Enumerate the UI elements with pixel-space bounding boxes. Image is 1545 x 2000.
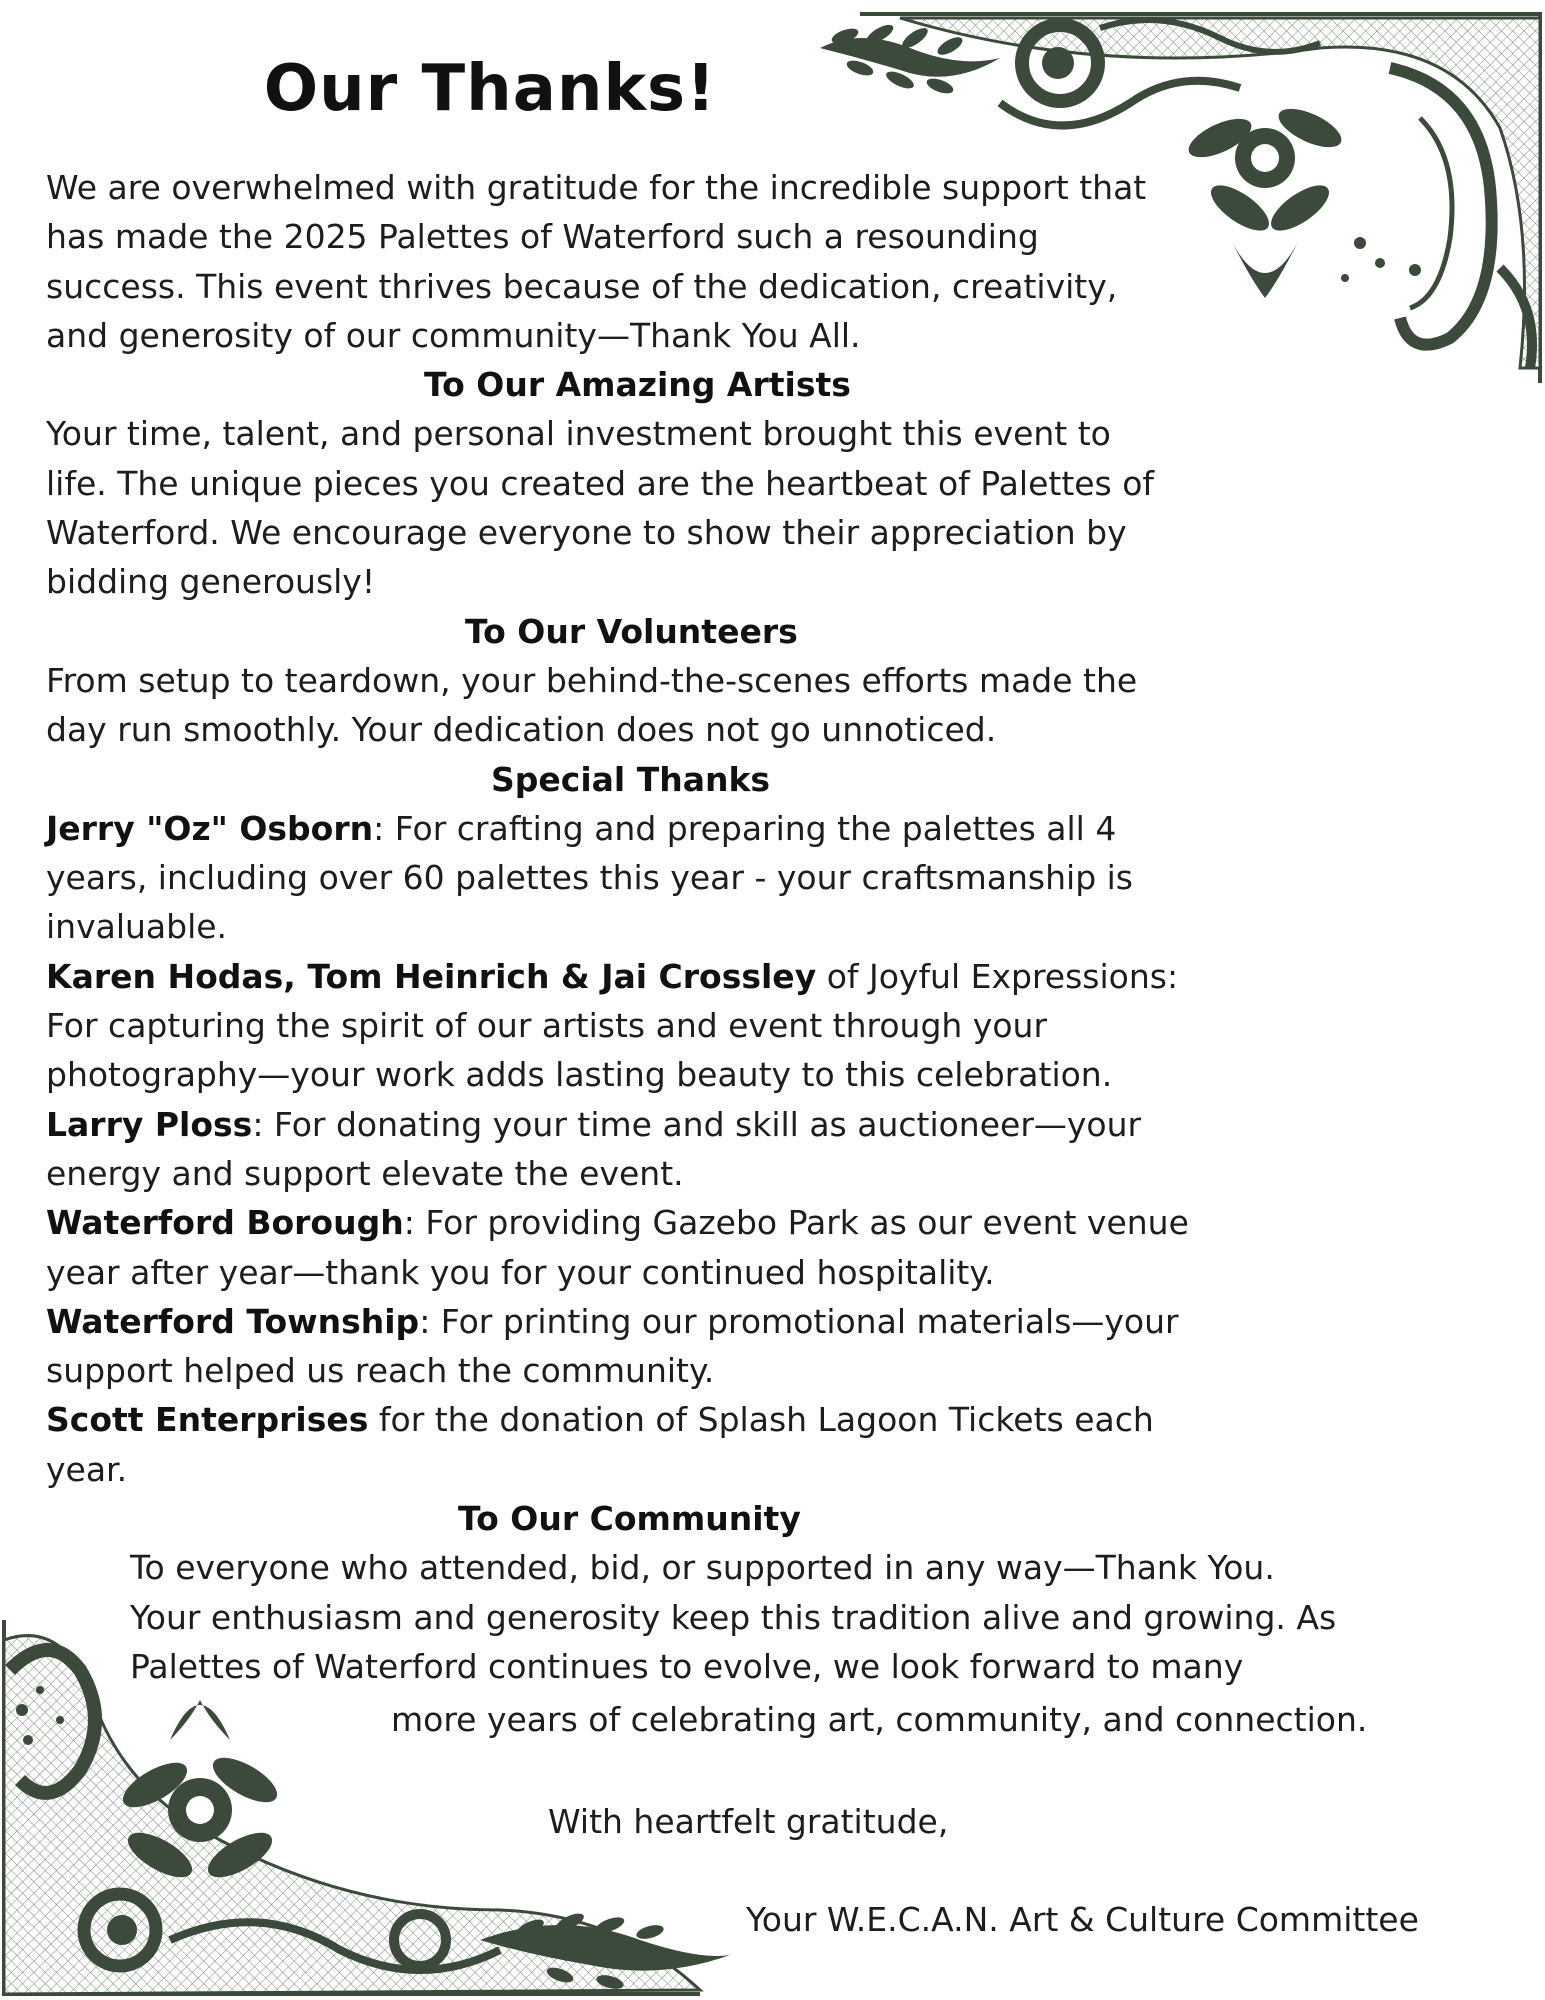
artists-line: life. The unique pieces you created are the heartbeat of Palettes of xyxy=(46,463,1155,503)
artists-heading: To Our Amazing Artists xyxy=(424,365,851,405)
community-line: To everyone who attended, bid, or supported in any way—Thank You. xyxy=(130,1548,1275,1588)
thanks-borough-text: : For providing Gazebo Park as our event venue xyxy=(403,1203,1189,1243)
thanks-larry-text: : For donating your time and skill as auctioneer—your xyxy=(252,1104,1142,1144)
thanks-scott xyxy=(46,1395,1226,1444)
thanks-photographers-line: For capturing the spirit of our artists and event through your xyxy=(46,1006,1048,1046)
intro-line: has made the 2025 Palettes of Waterford such a resounding xyxy=(46,217,1039,257)
community-line: more years of celebrating art, community, and connection. xyxy=(391,1700,1368,1740)
thanks-photographers-names: Karen Hodas, Tom Heinrich & Jai Crossley xyxy=(46,956,817,996)
artists-line: Waterford. We encourage everyone to show their appreciation by xyxy=(46,513,1127,553)
thanks-township-name: Waterford Township xyxy=(46,1301,420,1341)
intro-line: We are overwhelmed with gratitude for the incredible support that xyxy=(46,168,1147,207)
volunteers-line: From setup to teardown, your behind-the-scenes efforts made the xyxy=(46,660,1138,700)
thanks-oz-line: invaluable. xyxy=(46,907,228,947)
thanks-borough-line: year after year—thank you for your continued hospitality. xyxy=(46,1252,995,1292)
thanks-township-text: : For printing our promotional materials—your xyxy=(419,1301,1179,1341)
thanks-larry-name: Larry Ploss xyxy=(46,1104,253,1144)
community-line: Palettes of Waterford continues to evolve, we look forward to many xyxy=(130,1646,1244,1686)
page-title: Our Thanks! xyxy=(263,52,717,126)
thanks-oz-name: Jerry "Oz" Osborn xyxy=(46,808,374,848)
thanks-photographers-line: photography—your work adds lasting beauty to this celebration. xyxy=(46,1055,1113,1095)
thanks-township-line: support helped us reach the community. xyxy=(46,1351,715,1391)
volunteers-heading: To Our Volunteers xyxy=(465,611,798,651)
thanks-larry-line: energy and support elevate the event. xyxy=(46,1153,684,1193)
thanks-borough-name: Waterford Borough xyxy=(46,1203,404,1243)
volunteers-line: day run smoothly. Your dedication does not go unnoticed. xyxy=(46,710,997,750)
community-heading: To Our Community xyxy=(458,1499,801,1539)
thanks-borough xyxy=(46,1198,1226,1247)
intro-line: and generosity of our community—Thank You All. xyxy=(46,315,861,355)
thanks-scott-name: Scott Enterprises xyxy=(46,1400,369,1440)
intro-line: success. This event thrives because of the dedication, creativity, xyxy=(46,266,1118,306)
special-thanks-heading: Special Thanks xyxy=(491,759,771,799)
thanks-township xyxy=(46,1297,1226,1346)
signature-text: Your W.E.C.A.N. Art & Culture Committee xyxy=(746,1900,1419,1939)
main-text-column xyxy=(46,163,1368,1745)
thanks-scott-line: year. xyxy=(46,1449,128,1489)
thanks-oz-line: years, including over 60 palettes this year - your craftsmanship is xyxy=(46,858,1134,898)
thanks-photographers-text: of Joyful Expressions: xyxy=(816,956,1179,996)
thanks-oz-text: : For crafting and preparing the palettes all 4 xyxy=(373,808,1117,848)
thanks-larry xyxy=(46,1100,1226,1149)
artists-line: Your time, talent, and personal investment brought this event to xyxy=(46,414,1111,454)
closing-text: With heartfelt gratitude, xyxy=(548,1802,949,1841)
thanks-photographers xyxy=(46,952,1226,1001)
thanks-oz xyxy=(46,804,1226,853)
community-line: Your enthusiasm and generosity keep this tradition alive and growing. As xyxy=(130,1597,1337,1637)
artists-line: bidding generously! xyxy=(46,562,376,602)
thanks-scott-text: for the donation of Splash Lagoon Tickets each xyxy=(368,1400,1154,1440)
